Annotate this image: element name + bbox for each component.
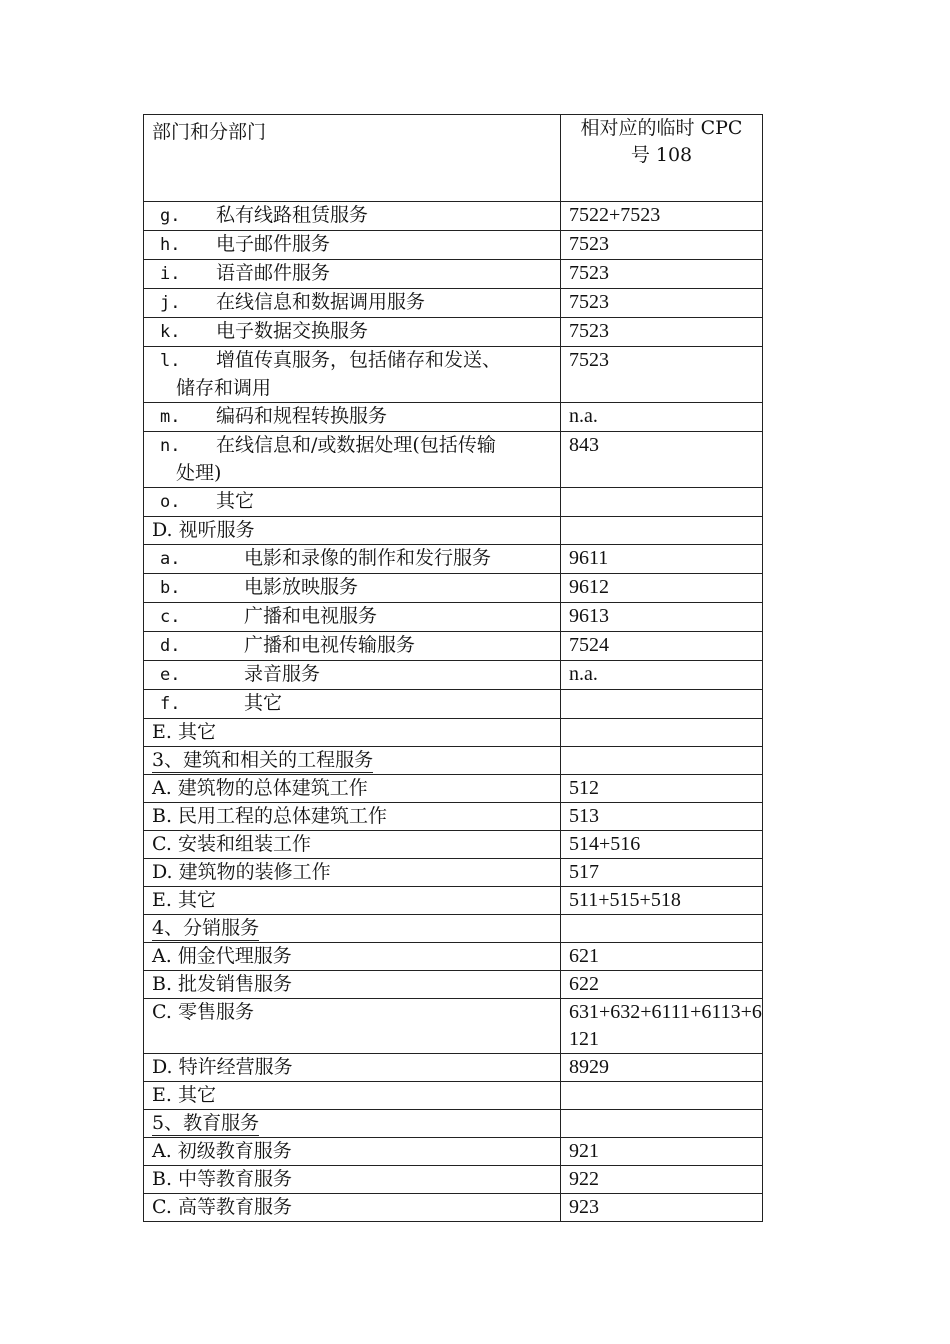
item-mark: j.: [160, 293, 181, 313]
table-row: [144, 1138, 763, 1166]
header-sector: 部门和分部门: [144, 115, 561, 202]
sector-cell: [144, 1138, 561, 1166]
item-mark: f.: [160, 694, 181, 714]
table-row: [144, 488, 763, 517]
item-label: B. 中等教育服务: [152, 1168, 293, 1190]
cpc-cell: [561, 202, 763, 231]
item-label: D. 建筑物的装修工作: [152, 861, 331, 883]
sector-cell: [144, 690, 561, 719]
cpc-code: 921: [569, 1140, 599, 1162]
cpc-cell: [561, 915, 763, 943]
table-row: [144, 289, 763, 318]
item-mark: l.: [160, 351, 181, 371]
cpc-code: 622: [569, 973, 599, 995]
sector-cell: [144, 887, 561, 915]
cpc-cell: [561, 432, 763, 488]
item-label: 广播和电视传输服务: [244, 634, 416, 656]
table-row: [144, 775, 763, 803]
table-row: [144, 545, 763, 574]
item-mark: m.: [160, 407, 181, 427]
table-row: [144, 747, 763, 775]
table-row: [144, 318, 763, 347]
item-label: D. 视听服务: [152, 519, 255, 541]
cpc-code: 511+515+518: [569, 889, 681, 911]
cpc-code: 7523: [569, 262, 609, 284]
cpc-code: 9613: [569, 605, 609, 627]
item-mark: h.: [160, 235, 181, 255]
item-mark: b.: [160, 578, 181, 598]
item-label: C. 安装和组装工作: [152, 833, 311, 855]
header-cpc-line1: 相对应的临时 CPC: [580, 117, 743, 139]
item-label: E. 其它: [152, 721, 216, 743]
table-row: [144, 915, 763, 943]
header-cpc-line2: 号 108: [630, 144, 693, 166]
item-label: 电影和录像的制作和发行服务: [244, 547, 492, 569]
table-row: [144, 1082, 763, 1110]
sector-cell: [144, 1194, 561, 1222]
cpc-code: 922: [569, 1168, 599, 1190]
cpc-code: 923: [569, 1196, 599, 1218]
item-mark: a.: [160, 549, 181, 569]
item-mark: d.: [160, 636, 181, 656]
sector-cell: [144, 202, 561, 231]
cpc-cell: [561, 574, 763, 603]
sector-cell: [144, 403, 561, 432]
cpc-code: 7523: [569, 291, 609, 313]
table-row: [144, 999, 763, 1054]
cpc-cell: [561, 289, 763, 318]
cpc-code: 7523: [569, 349, 609, 371]
cpc-cell: [561, 859, 763, 887]
item-label-continued: 储存和调用: [176, 377, 272, 399]
cpc-code: 621: [569, 945, 599, 967]
sector-cell: [144, 347, 561, 403]
sector-cell: [144, 517, 561, 545]
table-row: [144, 403, 763, 432]
cpc-cell: [561, 488, 763, 517]
sector-cell: [144, 775, 561, 803]
item-mark: g.: [160, 206, 181, 226]
item-label: C. 高等教育服务: [152, 1196, 292, 1218]
item-label: 电影放映服务: [244, 576, 359, 598]
item-label: A. 初级教育服务: [152, 1140, 292, 1162]
item-label: 录音服务: [244, 663, 321, 685]
sector-cell: [144, 545, 561, 574]
table-row: [144, 632, 763, 661]
item-mark: n.: [160, 436, 181, 456]
sector-cell: [144, 432, 561, 488]
table-row: [144, 690, 763, 719]
sector-cell: [144, 915, 561, 943]
table-row: [144, 1054, 763, 1082]
table-row: [144, 887, 763, 915]
item-mark: i.: [160, 264, 181, 284]
section-heading: 3、建筑和相关的工程服务: [152, 749, 374, 771]
table-row: [144, 574, 763, 603]
table-row: [144, 803, 763, 831]
cpc-code: 7523: [569, 233, 609, 255]
table-row: [144, 432, 763, 488]
item-label: A. 建筑物的总体建筑工作: [152, 777, 368, 799]
item-mark: o.: [160, 492, 181, 512]
sector-cell: [144, 1082, 561, 1110]
cpc-cell: [561, 545, 763, 574]
sector-cell: [144, 632, 561, 661]
table-row: [144, 260, 763, 289]
cpc-cell: [561, 1082, 763, 1110]
table-row: [144, 603, 763, 632]
cpc-code: 631+632+6111+6113+6121: [569, 1001, 762, 1050]
cpc-cell: [561, 719, 763, 747]
cpc-cell: [561, 1054, 763, 1082]
table-row: [144, 231, 763, 260]
cpc-cell: [561, 603, 763, 632]
item-label: 电子邮件服务: [216, 233, 331, 255]
cpc-code: 9612: [569, 576, 609, 598]
item-label: 语音邮件服务: [216, 262, 331, 284]
cpc-cell: [561, 260, 763, 289]
table-row: [144, 1166, 763, 1194]
item-label: 电子数据交换服务: [216, 320, 369, 342]
sector-cell: [144, 1110, 561, 1138]
cpc-cell: [561, 803, 763, 831]
cpc-cell: [561, 775, 763, 803]
cpc-cell: [561, 943, 763, 971]
sector-cell: [144, 1166, 561, 1194]
sector-cell: [144, 488, 561, 517]
sector-cell: [144, 971, 561, 999]
cpc-cell: [561, 831, 763, 859]
item-mark: e.: [160, 665, 181, 685]
cpc-correspondence-table: [143, 114, 763, 1222]
item-label: E. 其它: [152, 1084, 216, 1106]
item-label: 其它: [244, 692, 283, 714]
table-row: [144, 971, 763, 999]
cpc-cell: [561, 403, 763, 432]
sector-cell: [144, 719, 561, 747]
header-cpc: [561, 115, 763, 202]
table-row: [144, 1194, 763, 1222]
table-row: [144, 1110, 763, 1138]
cpc-code: n.a.: [569, 405, 598, 427]
table-row: [144, 347, 763, 403]
cpc-code: 7522+7523: [569, 204, 661, 226]
item-label: 在线信息和/或数据处理(包括传输: [216, 434, 496, 456]
item-mark: c.: [160, 607, 181, 627]
cpc-cell: [561, 1194, 763, 1222]
item-label: E. 其它: [152, 889, 216, 911]
table-row: [144, 517, 763, 545]
item-label: B. 民用工程的总体建筑工作: [152, 805, 388, 827]
cpc-code: 7523: [569, 320, 609, 342]
item-label: 编码和规程转换服务: [216, 405, 388, 427]
sector-cell: [144, 231, 561, 260]
table-row: [144, 719, 763, 747]
cpc-cell: [561, 690, 763, 719]
cpc-code: n.a.: [569, 663, 598, 685]
cpc-cell: [561, 318, 763, 347]
cpc-cell: [561, 1110, 763, 1138]
cpc-code: 9611: [569, 547, 609, 569]
cpc-cell: [561, 632, 763, 661]
cpc-code: 514+516: [569, 833, 641, 855]
cpc-cell: [561, 887, 763, 915]
item-label: A. 佣金代理服务: [152, 945, 292, 967]
item-label: 增值传真服务，包括储存和发送、: [216, 349, 502, 371]
cpc-code: 843: [569, 434, 599, 456]
item-label: 其它: [216, 490, 255, 512]
sector-cell: [144, 747, 561, 775]
cpc-code: 7524: [569, 634, 609, 656]
item-label: B. 批发销售服务: [152, 973, 293, 995]
sector-cell: [144, 260, 561, 289]
item-label: 在线信息和数据调用服务: [216, 291, 426, 313]
table-row: [144, 661, 763, 690]
sector-cell: [144, 661, 561, 690]
table-row: [144, 859, 763, 887]
cpc-code: 513: [569, 805, 599, 827]
item-label: 私有线路租赁服务: [216, 204, 369, 226]
cpc-cell: [561, 1138, 763, 1166]
sector-cell: [144, 289, 561, 318]
cpc-code: 517: [569, 861, 599, 883]
item-label-continued: 处理): [176, 462, 222, 484]
item-label: 广播和电视服务: [244, 605, 378, 627]
sector-cell: [144, 859, 561, 887]
sector-cell: [144, 943, 561, 971]
cpc-cell: [561, 347, 763, 403]
table-row: [144, 943, 763, 971]
cpc-cell: [561, 999, 763, 1054]
section-heading: 5、教育服务: [152, 1112, 260, 1134]
table-row: [144, 202, 763, 231]
table-row: [144, 831, 763, 859]
item-label: C. 零售服务: [152, 1001, 254, 1023]
sector-cell: [144, 831, 561, 859]
cpc-code: 512: [569, 777, 599, 799]
table-header-row: [144, 115, 763, 202]
cpc-cell: [561, 661, 763, 690]
item-label: D. 特许经营服务: [152, 1056, 293, 1078]
cpc-cell: [561, 971, 763, 999]
cpc-cell: [561, 1166, 763, 1194]
sector-cell: [144, 803, 561, 831]
cpc-cell: [561, 517, 763, 545]
item-mark: k.: [160, 322, 181, 342]
sector-cell: [144, 574, 561, 603]
sector-cell: [144, 318, 561, 347]
section-heading: 4、分销服务: [152, 917, 260, 939]
cpc-cell: [561, 747, 763, 775]
cpc-cell: [561, 231, 763, 260]
sector-cell: [144, 999, 561, 1054]
sector-cell: [144, 1054, 561, 1082]
cpc-code: 8929: [569, 1056, 609, 1078]
sector-cell: [144, 603, 561, 632]
